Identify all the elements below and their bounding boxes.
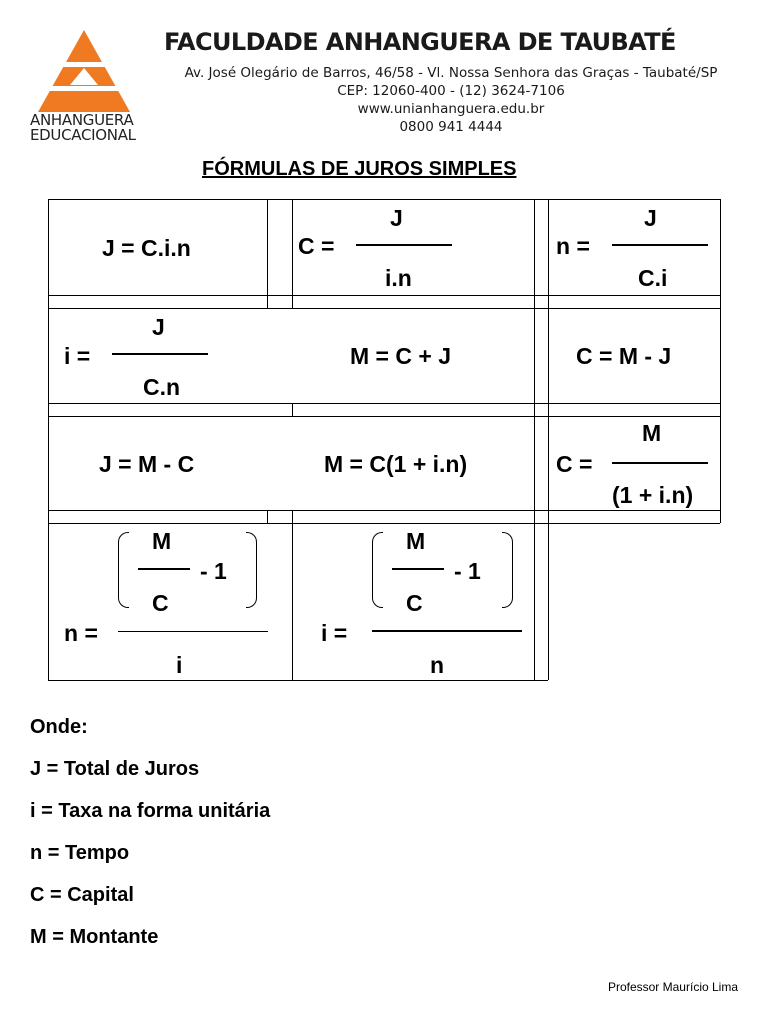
legend-item-tempo: n = Tempo (30, 842, 130, 864)
fraction-bar (612, 462, 708, 464)
right-parenthesis (502, 532, 513, 608)
cep-text: CEP: 12060-400 - (12) 3624-7106 (337, 83, 565, 99)
formula-lhs: C = (556, 451, 593, 477)
formula-lhs: i = (321, 620, 348, 646)
right-parenthesis (246, 532, 257, 608)
left-parenthesis (372, 532, 383, 608)
institution-name: FACULDADE ANHANGUERA DE TAUBATÉ (164, 28, 676, 56)
formula-lhs: C = (298, 233, 335, 259)
formula-lhs: n = (64, 620, 98, 646)
page-title: FÓRMULAS DE JUROS SIMPLES (202, 158, 517, 180)
formula-denominator: C.n (143, 374, 181, 400)
formula-numerator: M (642, 420, 662, 446)
formula-numerator: J (644, 205, 657, 231)
fraction-bar (356, 244, 452, 246)
formula-denominator: i (176, 652, 183, 678)
anhanguera-logo-icon (36, 28, 132, 114)
formula-capital-from-montante: C = M - J (576, 343, 672, 369)
inner-numerator: M (406, 528, 426, 554)
phone-text: 0800 941 4444 (399, 119, 503, 135)
legend-item-juros: J = Total de Juros (30, 758, 200, 780)
fraction-bar (118, 631, 268, 632)
fraction-bar (612, 244, 708, 246)
address-text: Av. José Olegário de Barros, 46/58 - Vl. Nossa Senhora das Graças - Taubaté/SP (184, 65, 718, 81)
minus-one: - 1 (200, 558, 227, 584)
formula-lhs: i = (64, 343, 91, 369)
legend-item-taxa: i = Taxa na forma unitária (30, 800, 271, 822)
formula-denominator: n (430, 652, 445, 678)
formula-juros: J = C.i.n (102, 235, 191, 261)
minus-one: - 1 (454, 558, 481, 584)
website-text: www.unianhanguera.edu.br (357, 101, 545, 117)
inner-denominator: C (406, 590, 423, 616)
legend-item-capital: C = Capital (30, 884, 134, 906)
formula-montante: M = C + J (350, 343, 451, 369)
footer-author: Professor Maurício Lima (607, 980, 738, 994)
inner-fraction-bar (392, 568, 444, 570)
logo-line-2: EDUCACIONAL (30, 126, 136, 144)
formula-numerator: J (152, 314, 165, 340)
legend-heading: Onde: (30, 716, 88, 738)
inner-fraction-bar (138, 568, 190, 570)
formula-lhs: n = (556, 233, 590, 259)
formula-denominator: C.i (638, 265, 668, 291)
fraction-bar (112, 353, 208, 355)
inner-denominator: C (152, 590, 169, 616)
logo-line-1: ANHANGUERA (30, 111, 134, 129)
formula-juros-from-montante: J = M - C (99, 451, 195, 477)
formula-montante-composto: M = C(1 + i.n) (324, 451, 468, 477)
formula-denominator: (1 + i.n) (612, 482, 694, 508)
left-parenthesis (118, 532, 129, 608)
formula-numerator: J (390, 205, 403, 231)
legend-item-montante: M = Montante (30, 926, 159, 948)
inner-numerator: M (152, 528, 172, 554)
fraction-bar (372, 630, 522, 632)
formula-denominator: i.n (385, 265, 412, 291)
